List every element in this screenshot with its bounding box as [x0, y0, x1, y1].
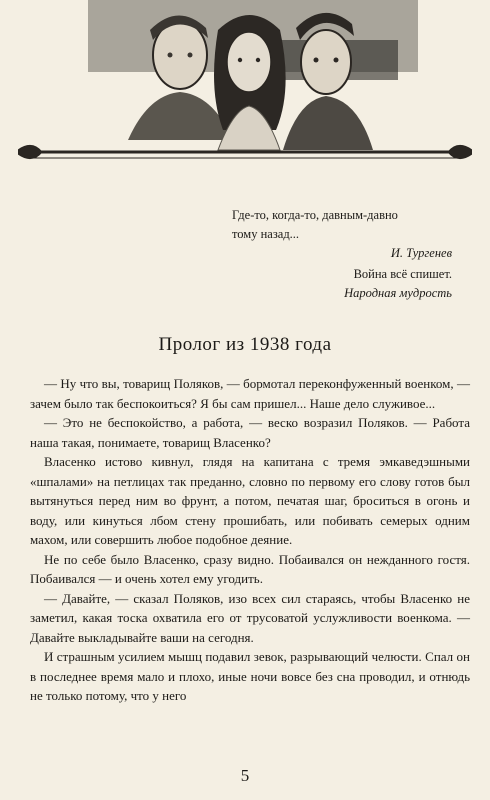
epigraph-source: Народная мудрость	[344, 286, 452, 300]
paragraph: Власенко истово кивнул, глядя на капитана с тремя эмкаведэшными «шпалами» на петлицах так преданно, словно по первому его слову готов был вытянуться перед ним во фрунт, а потом, печатая шаг, броситься в огонь и воду, или кинуться лбом стену прошибать, или побивать семерых одним махом, или совершить любое подобное деяние.	[30, 454, 470, 547]
epigraph-line: Где-то, когда-то, давным-давно	[232, 208, 398, 222]
epigraph	[232, 265, 452, 303]
epigraph-line: тому назад...	[232, 227, 300, 241]
epigraph	[232, 206, 452, 263]
epigraph-line: Война всё спишет.	[353, 267, 452, 281]
paragraph: Не по себе было Власенко, сразу видно. Побаивался он нежданного гостя. Побаивался — и очень хотел ему угодить.	[30, 551, 470, 586]
paragraph: И страшным усилием мышц подавил зевок, разрывающий челюсти. Спал он в последнее время мало и плохо, иные ночи вовсе без сна проводил, и отнюдь не только потому, что у него	[30, 649, 470, 703]
epigraph-author: И. Тургенев	[390, 246, 452, 260]
paragraph: — Ну что вы, товарищ Поляков, — бормотал переконфуженный военком, — зачем было так беспокоиться? Я бы сам пришел... Наше дело служивое...	[30, 376, 470, 411]
paragraph: — Это не беспокойство, а работа, — веско возразил Поляков. — Работа наша такая, понимаете, товарищ Власенко?	[30, 415, 470, 450]
header-illustration	[18, 0, 472, 172]
chapter-title: Пролог из 1938 года	[158, 334, 332, 355]
page-number: 5	[240, 766, 250, 785]
paragraph: — Давайте, — сказал Поляков, изо всех сил стараясь, чтобы Власенко не заметил, какая тоска охватила его от трусоватой услужливости военкома. — Давайте выкладывайте ваши на сегодня.	[30, 590, 470, 645]
body-text	[30, 374, 470, 706]
portrait-center	[214, 15, 286, 150]
